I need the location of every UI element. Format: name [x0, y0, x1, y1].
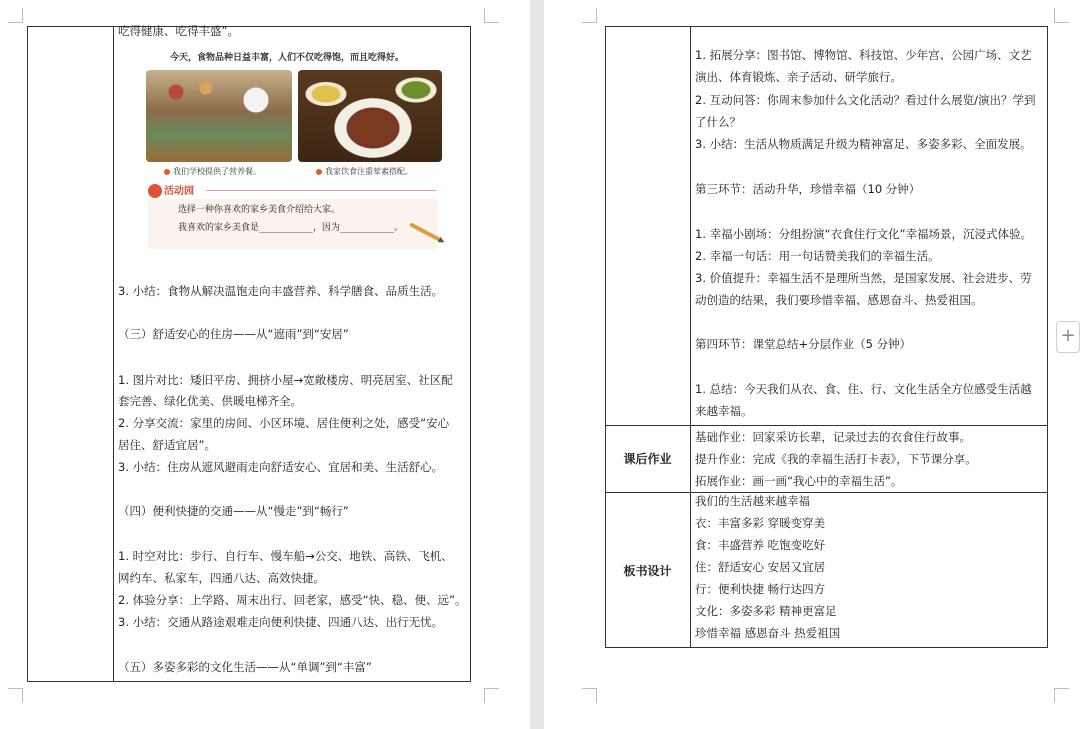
text-line: 来越幸福。	[695, 404, 753, 418]
board-line: 行：便利快捷 畅行达四方	[695, 582, 826, 596]
textbook-image	[140, 44, 448, 256]
school-meal-photo	[146, 70, 292, 162]
board-line: 珍惜幸福 感恩奋斗 热爱祖国	[695, 626, 841, 640]
caption-school: 我们学校提供了营养餐。	[173, 167, 261, 176]
row-divider	[605, 492, 1048, 493]
textbook-intro: 今天，食物品种日益丰富，人们不仅吃得饱，而且吃得好。	[170, 53, 405, 63]
crop-mark	[484, 8, 499, 23]
section-heading: （四）便利快捷的交通——从“慢走”到“畅行”	[118, 504, 349, 518]
text-line: 3. 小结：住房从遮风避雨走向舒适安心、宜居和美、生活舒心。	[118, 460, 444, 474]
section-heading: （五）多姿多彩的文化生活——从“单调”到“丰富”	[118, 660, 372, 674]
board-line: 食：丰盛营养 吃饱变吃好	[695, 538, 826, 552]
text-line: 1. 总结：今天我们从衣、食、住、行、文化生活全方位感受生活越	[695, 382, 1032, 396]
text-line: 3. 小结：食物从解决温饱走向丰盛营养、科学膳食、品质生活。	[118, 284, 444, 298]
text-line: 1. 时空对比：步行、自行车、慢车船→公交、地铁、高铁、飞机、	[118, 549, 453, 563]
text-line: 2. 体验分享：上学路、周末出行、回老家，感受“快、稳、便、远”。	[118, 593, 467, 607]
people-icon	[148, 184, 162, 198]
page-gap	[530, 0, 544, 729]
crop-mark	[484, 688, 499, 703]
text-line: 动创造的结果，我们要珍惜幸福、感恩奋斗、热爱祖国。	[695, 293, 983, 307]
board-design-label: 板书设计	[623, 564, 672, 578]
board-line: 文化：多姿多彩 精神更富足	[695, 604, 837, 618]
column-divider	[690, 26, 691, 648]
text-line: 3. 小结：交通从路途艰难走向便利快捷、四通八达、出行无忧。	[118, 615, 444, 629]
section-heading: （三）舒适安心的住房——从“遮雨”到“安居”	[118, 327, 349, 341]
activity-text: 选择一种你喜欢的家乡美食介绍给大家。	[178, 205, 341, 215]
section-heading: 第三环节：活动升华，珍惜幸福（10 分钟）	[695, 182, 921, 196]
document-page-right	[544, 0, 1080, 729]
text-line: 套完善、绿化优美、供暖电梯齐全。	[118, 394, 302, 408]
text-line: 演出、体育锻炼、亲子活动、研学旅行。	[695, 70, 902, 84]
crop-mark	[1054, 8, 1069, 23]
text-line: 居住、舒适宜居”。	[118, 438, 216, 452]
crop-mark	[582, 8, 597, 23]
home-dishes-photo	[298, 70, 442, 162]
crop-mark	[582, 688, 597, 703]
crop-mark	[1054, 688, 1069, 703]
bullet-icon	[164, 169, 170, 175]
caption-home: 我家饮食注重荤素搭配。	[325, 167, 413, 176]
text-line: 了什么？	[695, 115, 741, 129]
column-divider	[113, 26, 114, 682]
homework-line: 基础作业：回家采访长辈，记录过去的衣食住行故事。	[695, 430, 971, 444]
add-button[interactable]: +	[1056, 321, 1080, 353]
crop-mark	[8, 8, 23, 23]
text-line: 3. 小结：生活从物质满足升级为精神富足、多姿多彩、全面发展。	[695, 137, 1032, 151]
text-line: 1. 拓展分享：图书馆、博物馆、科技馆、少年宫、公园广场、文艺	[695, 48, 1032, 62]
board-line: 住：舒适安心 安居又宜居	[695, 560, 826, 574]
text-line: 1. 图片对比：矮旧平房、拥挤小屋→宽敞楼房、明亮居室、社区配	[118, 373, 453, 387]
text-line: 2. 分享交流：家里的房间、小区环境、居住便利之处，感受“安心	[118, 416, 450, 430]
text-line: 2. 幸福一句话：用一句话赞美我们的幸福生活。	[695, 249, 940, 263]
board-line: 我们的生活越来越幸福	[695, 494, 810, 508]
section-heading: 第四环节：课堂总结+分层作业（5 分钟）	[695, 337, 912, 351]
text-line: 网约车、私家车，四通八达、高效快捷。	[118, 571, 325, 585]
board-line: 衣：丰富多彩 穿暖变穿美	[695, 516, 826, 530]
homework-label: 课后作业	[623, 452, 672, 466]
text-line: 吃得健康、吃得丰盛”。	[118, 24, 239, 38]
activity-text: 我喜欢的家乡美食是____________，因为____________。	[178, 223, 404, 233]
text-line: 1. 幸福小剧场：分组扮演“衣食住行文化”幸福场景，沉浸式体验。	[695, 227, 1033, 241]
crop-mark	[8, 688, 23, 703]
homework-line: 提升作业：完成《我的幸福生活打卡表》，下节课分享。	[695, 452, 977, 466]
document-page-left	[0, 0, 530, 729]
text-line: 3. 价值提升：幸福生活不是理所当然，是国家发展、社会进步、劳	[695, 271, 1032, 285]
bullet-icon	[316, 169, 322, 175]
text-line: 2. 互动问答：你周末参加什么文化活动？看过什么展览/演出？学到	[695, 93, 1036, 107]
activity-title: 活动园	[164, 186, 194, 197]
divider	[206, 190, 436, 191]
homework-line: 拓展作业：画一画“我心中的幸福生活”。	[695, 474, 903, 488]
